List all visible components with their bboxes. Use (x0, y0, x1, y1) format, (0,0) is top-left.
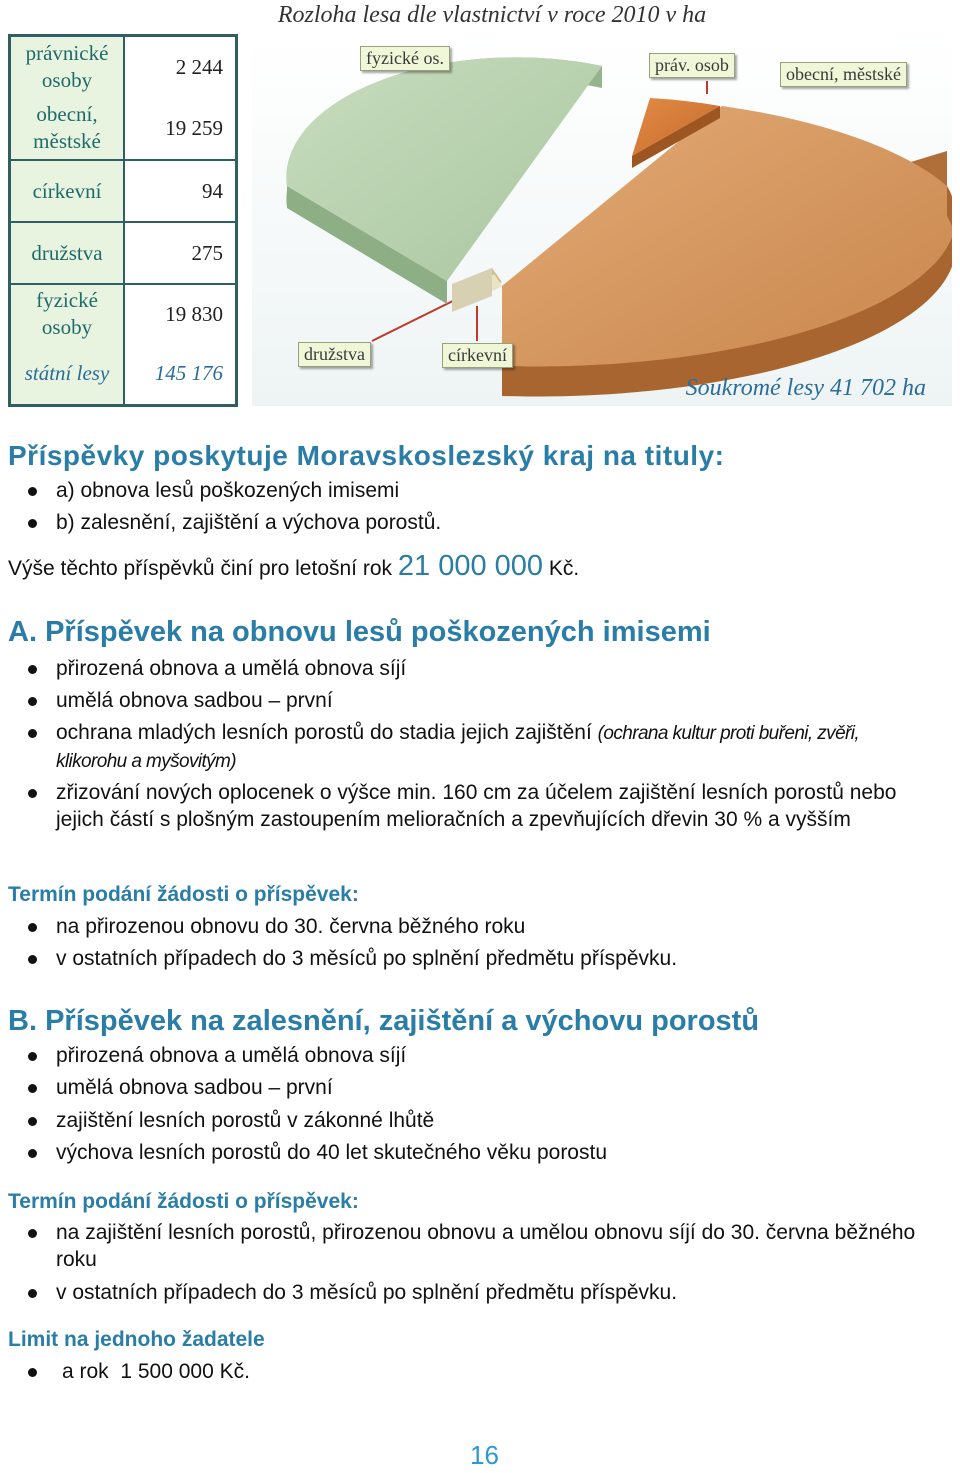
list-item: zajištění lesních porostů v zákonné lhůtě (56, 1109, 435, 1132)
section-letter: A. (8, 616, 37, 648)
list-item-text: ochrana mladých lesních porostů do stadia jejich zajištění (56, 721, 592, 744)
deadline-heading: Termín podání žádosti o příspěvek: (8, 883, 359, 906)
list-item (56, 719, 946, 775)
list-item: přirozená obnova a umělá obnova síjí (56, 1044, 407, 1067)
table-row (11, 343, 235, 404)
list-item: umělá obnova sadbou – první (56, 689, 333, 712)
table-row (11, 161, 235, 221)
bullet (28, 1289, 37, 1298)
amount-value: 21 000 000 (397, 550, 544, 582)
label-church: církevní (442, 343, 513, 368)
label-legal: práv. osob (649, 53, 735, 78)
bullet (28, 697, 37, 706)
pie-chart (252, 36, 952, 406)
table-value: 145 176 (123, 343, 235, 404)
chart-title: Rozloha lesa dle vlastnictví v roce 2010 v ha (277, 2, 707, 28)
table-label: právnické osoby (11, 37, 123, 97)
list-item: zřizování nových oplocenek o výšce min. 160 cm za účelem zajištění lesních porostů nebo jejich částí s plošným zastoupením melioračních a zpevňujících dřevin 30 % a vyšším (56, 781, 897, 831)
bullet (28, 923, 37, 932)
bullet (28, 955, 37, 964)
bullet (28, 665, 37, 674)
list-item-note: klikorohu a myšovitým) (56, 751, 237, 772)
private-forests-caption: Soukromé lesy 41 702 ha (685, 375, 926, 401)
list-item: v ostatních případech do 3 měsíců po splnění předmětu příspěvku. (56, 947, 678, 970)
bullet (28, 1149, 37, 1158)
table-value: 275 (123, 223, 235, 283)
list-item: a rok 1 500 000 Kč. (62, 1360, 250, 1383)
list-item: b) zalesnění, zajištění a výchova porostů. (56, 511, 442, 534)
slice-side (452, 268, 492, 312)
bullet (28, 789, 37, 798)
table-value: 19 259 (123, 97, 235, 159)
bullet (28, 729, 37, 738)
section-letter: B. (8, 1005, 37, 1037)
list-item: a) obnova lesů poškozených imisemi (56, 479, 400, 502)
bullet (28, 519, 37, 528)
amount-line (8, 550, 579, 583)
table-value: 19 830 (123, 285, 235, 343)
table-row (11, 37, 235, 97)
list-item: výchova lesních porostů do 40 let skutečného věku porostu (56, 1141, 608, 1164)
list-item: umělá obnova sadbou – první (56, 1076, 333, 1099)
table-row (11, 223, 235, 283)
section-title: Příspěvek na zalesnění, zajištění a výchovu porostů (45, 1005, 760, 1037)
bullet (28, 1229, 37, 1238)
list-item: v ostatních případech do 3 měsíců po splnění předmětu příspěvku. (56, 1281, 678, 1304)
table-label: státní lesy (11, 343, 123, 404)
amount-suffix: Kč. (548, 557, 580, 580)
table-label: družstva (11, 223, 123, 283)
table-label: obecní, městské (11, 97, 123, 159)
list-item: na zajištění lesních porostů, přirozenou obnovu a umělou obnovu síjí do 30. června běžného roku (56, 1221, 916, 1271)
list-item-note: (ochrana kultur proti buřeni, zvěři, (597, 723, 860, 744)
table-row (11, 285, 235, 343)
section-b-heading (8, 1005, 759, 1038)
section-title: Příspěvek na obnovu lesů poškozených imisemi (45, 616, 711, 648)
table-label: fyzické osoby (11, 285, 123, 343)
label-municipal: obecní, městské (780, 62, 907, 87)
bullet (28, 487, 37, 496)
deadline-heading: Termín podání žádosti o příspěvek: (8, 1190, 359, 1213)
limit-heading: Limit na jednoho žadatele (8, 1328, 265, 1351)
page-number: 16 (470, 1440, 499, 1470)
bullet (28, 1052, 37, 1061)
ownership-table (8, 34, 238, 407)
table-row (11, 97, 235, 159)
label-coop: družstva (298, 342, 371, 367)
list-item: na přirozenou obnovu do 30. června běžného roku (56, 915, 526, 938)
table-label: církevní (11, 161, 123, 221)
bullet (28, 1117, 37, 1126)
label-physical: fyzické os. (360, 46, 450, 71)
list-item: přirozená obnova a umělá obnova síjí (56, 657, 407, 680)
table-value: 2 244 (123, 37, 235, 97)
section-a-heading (8, 616, 711, 649)
bullet (28, 1368, 37, 1377)
bullet (28, 1084, 37, 1093)
intro-heading: Příspěvky poskytuje Moravskoslezský kraj na tituly: (8, 440, 725, 471)
amount-prefix: Výše těchto příspěvků činí pro letošní rok (8, 557, 393, 580)
table-value: 94 (123, 161, 235, 221)
